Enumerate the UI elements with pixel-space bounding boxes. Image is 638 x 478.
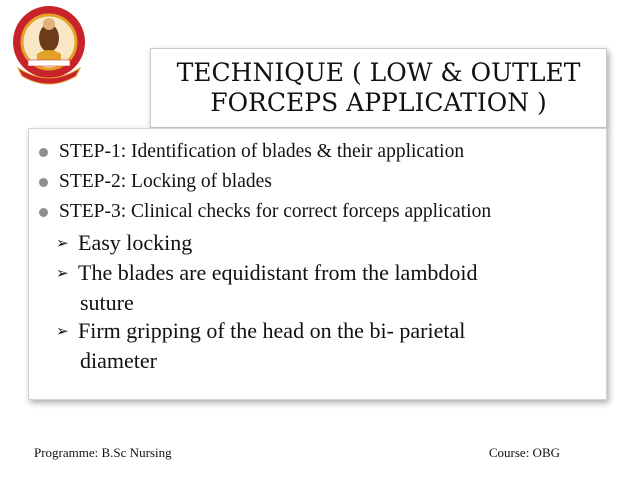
sub-point-text-continued: suture	[80, 290, 134, 315]
sub-point-item	[56, 229, 586, 259]
bullet-dot-icon	[39, 178, 48, 187]
sub-point-text: The blades are equidistant from the lambdoid	[78, 260, 478, 285]
slide-title-line-2: FORCEPS APPLICATION )	[210, 88, 547, 117]
sub-point-text: Easy locking	[78, 230, 193, 255]
step-text: STEP-3: Clinical checks for correct forceps application	[59, 201, 492, 222]
step-text: STEP-2: Locking of blades	[59, 171, 272, 192]
bullet-dot-icon	[39, 208, 48, 217]
bullet-dot-icon	[39, 148, 48, 157]
sub-point-text: Firm gripping of the head on the bi- parietal	[78, 318, 466, 343]
slide-content-box	[28, 128, 607, 400]
institution-seal-icon	[10, 2, 88, 88]
sub-point-item	[56, 317, 586, 375]
step-item	[39, 140, 464, 164]
arrow-bullet-icon: ➢	[56, 234, 69, 252]
sub-point-text-continued: diameter	[80, 348, 157, 373]
arrow-bullet-icon: ➢	[56, 264, 69, 282]
slide-title-line-1: TECHNIQUE ( LOW & OUTLET	[176, 58, 581, 87]
step-item	[39, 170, 272, 194]
slide-title-box	[150, 48, 607, 128]
sub-point-item	[56, 259, 586, 317]
institution-logo	[10, 2, 88, 88]
step-item	[39, 200, 491, 224]
step-text: STEP-1: Identification of blades & their application	[59, 141, 465, 162]
footer-programme: Programme: B.Sc Nursing	[34, 445, 172, 460]
footer-course: Course: OBG	[488, 445, 560, 460]
arrow-bullet-icon: ➢	[56, 322, 69, 340]
